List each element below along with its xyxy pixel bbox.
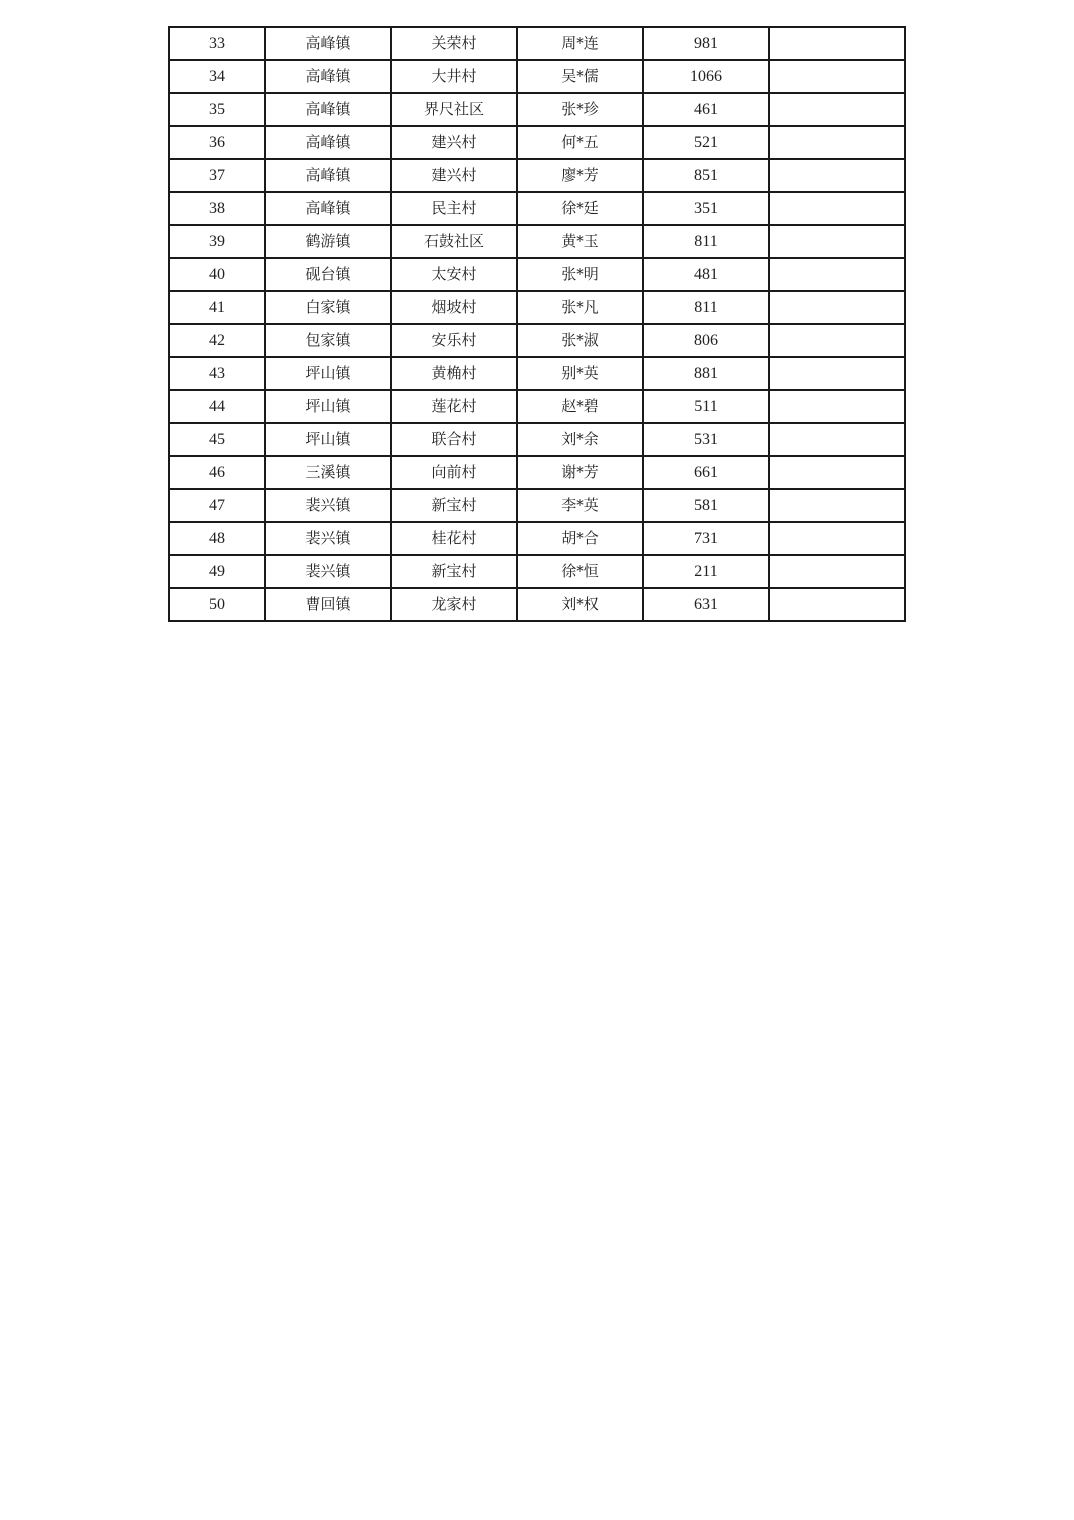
table-row [169, 258, 905, 291]
cell-note [769, 324, 905, 357]
cell-amount: 631 [643, 588, 769, 621]
table-row [169, 159, 905, 192]
cell-seq: 43 [169, 357, 265, 390]
cell-town: 三溪镇 [265, 456, 391, 489]
cell-amount: 531 [643, 423, 769, 456]
cell-town: 裴兴镇 [265, 522, 391, 555]
cell-village: 安乐村 [391, 324, 517, 357]
cell-seq: 42 [169, 324, 265, 357]
cell-name: 赵*碧 [517, 390, 643, 423]
cell-village: 新宝村 [391, 555, 517, 588]
cell-amount: 211 [643, 555, 769, 588]
cell-seq: 35 [169, 93, 265, 126]
cell-town: 曹回镇 [265, 588, 391, 621]
cell-seq: 40 [169, 258, 265, 291]
table-row [169, 27, 905, 60]
cell-town: 白家镇 [265, 291, 391, 324]
table-body [169, 27, 905, 621]
cell-seq: 45 [169, 423, 265, 456]
cell-town: 高峰镇 [265, 27, 391, 60]
table-row [169, 291, 905, 324]
cell-amount: 811 [643, 225, 769, 258]
cell-note [769, 522, 905, 555]
cell-note [769, 489, 905, 522]
cell-village: 烟坡村 [391, 291, 517, 324]
cell-amount: 881 [643, 357, 769, 390]
table-row [169, 423, 905, 456]
table-row [169, 93, 905, 126]
cell-town: 砚台镇 [265, 258, 391, 291]
cell-town: 坪山镇 [265, 390, 391, 423]
cell-note [769, 357, 905, 390]
cell-name: 谢*芳 [517, 456, 643, 489]
cell-seq: 39 [169, 225, 265, 258]
cell-seq: 48 [169, 522, 265, 555]
cell-amount: 511 [643, 390, 769, 423]
cell-amount: 851 [643, 159, 769, 192]
cell-note [769, 27, 905, 60]
cell-note [769, 93, 905, 126]
cell-village: 太安村 [391, 258, 517, 291]
cell-village: 新宝村 [391, 489, 517, 522]
cell-name: 张*明 [517, 258, 643, 291]
cell-seq: 44 [169, 390, 265, 423]
cell-name: 张*淑 [517, 324, 643, 357]
cell-town: 高峰镇 [265, 192, 391, 225]
cell-seq: 46 [169, 456, 265, 489]
cell-village: 石鼓社区 [391, 225, 517, 258]
cell-town: 鹤游镇 [265, 225, 391, 258]
cell-name: 徐*恒 [517, 555, 643, 588]
cell-amount: 981 [643, 27, 769, 60]
cell-town: 高峰镇 [265, 60, 391, 93]
cell-town: 裴兴镇 [265, 555, 391, 588]
cell-town: 高峰镇 [265, 93, 391, 126]
cell-name: 胡*合 [517, 522, 643, 555]
cell-amount: 661 [643, 456, 769, 489]
cell-village: 向前村 [391, 456, 517, 489]
table-row [169, 225, 905, 258]
cell-seq: 36 [169, 126, 265, 159]
cell-note [769, 225, 905, 258]
cell-name: 周*连 [517, 27, 643, 60]
cell-village: 民主村 [391, 192, 517, 225]
cell-note [769, 159, 905, 192]
cell-village: 建兴村 [391, 126, 517, 159]
cell-town: 坪山镇 [265, 423, 391, 456]
table-row [169, 489, 905, 522]
table-row [169, 126, 905, 159]
cell-village: 黄桷村 [391, 357, 517, 390]
table-row [169, 522, 905, 555]
cell-name: 别*英 [517, 357, 643, 390]
cell-town: 高峰镇 [265, 159, 391, 192]
cell-amount: 731 [643, 522, 769, 555]
cell-name: 廖*芳 [517, 159, 643, 192]
table-row [169, 390, 905, 423]
cell-village: 桂花村 [391, 522, 517, 555]
cell-note [769, 456, 905, 489]
cell-amount: 1066 [643, 60, 769, 93]
cell-seq: 49 [169, 555, 265, 588]
cell-note [769, 192, 905, 225]
cell-note [769, 588, 905, 621]
table-row [169, 324, 905, 357]
cell-amount: 521 [643, 126, 769, 159]
cell-village: 龙家村 [391, 588, 517, 621]
cell-seq: 47 [169, 489, 265, 522]
cell-amount: 351 [643, 192, 769, 225]
cell-name: 刘*余 [517, 423, 643, 456]
cell-town: 包家镇 [265, 324, 391, 357]
cell-seq: 34 [169, 60, 265, 93]
cell-amount: 806 [643, 324, 769, 357]
cell-name: 刘*权 [517, 588, 643, 621]
cell-amount: 481 [643, 258, 769, 291]
cell-name: 吴*儒 [517, 60, 643, 93]
cell-amount: 581 [643, 489, 769, 522]
cell-note [769, 126, 905, 159]
table-row [169, 588, 905, 621]
table-row [169, 357, 905, 390]
cell-seq: 33 [169, 27, 265, 60]
cell-seq: 41 [169, 291, 265, 324]
cell-note [769, 390, 905, 423]
cell-name: 何*五 [517, 126, 643, 159]
data-table [168, 26, 906, 622]
cell-village: 联合村 [391, 423, 517, 456]
cell-name: 张*珍 [517, 93, 643, 126]
cell-amount: 811 [643, 291, 769, 324]
cell-town: 高峰镇 [265, 126, 391, 159]
cell-note [769, 555, 905, 588]
cell-note [769, 423, 905, 456]
cell-note [769, 258, 905, 291]
cell-village: 界尺社区 [391, 93, 517, 126]
cell-village: 建兴村 [391, 159, 517, 192]
cell-village: 关荣村 [391, 27, 517, 60]
cell-note [769, 60, 905, 93]
cell-town: 坪山镇 [265, 357, 391, 390]
cell-amount: 461 [643, 93, 769, 126]
cell-village: 莲花村 [391, 390, 517, 423]
table-row [169, 555, 905, 588]
cell-name: 黄*玉 [517, 225, 643, 258]
table-row [169, 192, 905, 225]
cell-seq: 38 [169, 192, 265, 225]
cell-name: 李*英 [517, 489, 643, 522]
cell-seq: 37 [169, 159, 265, 192]
cell-note [769, 291, 905, 324]
cell-name: 徐*廷 [517, 192, 643, 225]
cell-town: 裴兴镇 [265, 489, 391, 522]
cell-village: 大井村 [391, 60, 517, 93]
table-row [169, 456, 905, 489]
cell-name: 张*凡 [517, 291, 643, 324]
table-row [169, 60, 905, 93]
cell-seq: 50 [169, 588, 265, 621]
